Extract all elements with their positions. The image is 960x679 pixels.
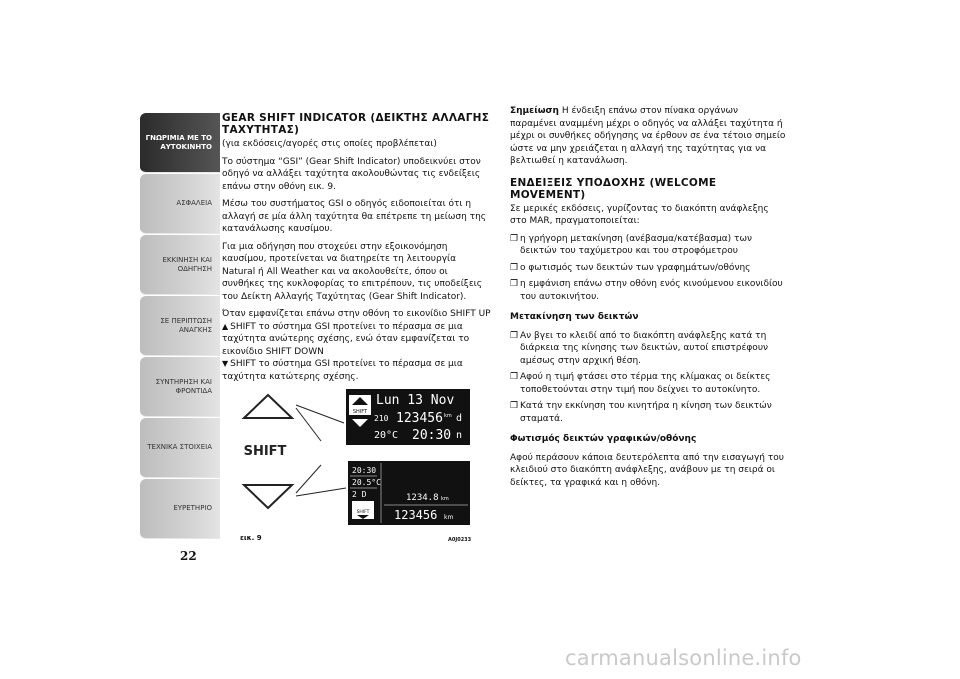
tab-label: ΑΣΦΑΛΕΙΑ: [176, 199, 212, 207]
list-item: [510, 330, 786, 368]
bullet-list: [510, 233, 786, 304]
text: SHIFT το σύστημα GSI προτείνει το πέρασμα σε μια ταχύτητα κατώτερης σχέσης.: [222, 359, 463, 382]
paragraph: Αφού περάσουν κάποια δευτερόλεπτα από την εισαγωγή του κλειδιού στο διακόπτη ανάφλεξης, ανάβουν με τη σειρά οι δείκτες, τα γραφικά και η οθόνη.: [510, 452, 784, 488]
display-odometer: 123456: [396, 411, 443, 426]
checkbox-bullet-icon: ❐: [510, 262, 519, 273]
display-temp-2: 20.5°C: [352, 478, 381, 487]
paragraph: [222, 308, 492, 383]
display-bottom: [348, 461, 470, 525]
display-trip: 1234.8: [406, 493, 439, 503]
list-item-text: η γρήγορη μετακίνηση (ανέβασμα/κατέβασμα) των δεικτών του ταχύμετρου και του στροφόμετρου: [520, 233, 753, 256]
list-item: [510, 278, 786, 303]
list-item: [510, 371, 786, 396]
text: SHIFT το σύστημα GSI προτείνει το πέρασμα σε μια ταχύτητα ανώτερης σχέσης, ενώ όταν εμφανίζεται το εικονίδιο SHIFT DOWN: [222, 321, 470, 357]
display-odo-unit-2: km: [444, 514, 454, 521]
page-number: 22: [180, 549, 197, 563]
small-shift-label-2: SHIFT: [356, 510, 370, 515]
bullet-list: [510, 330, 786, 426]
left-column: [222, 112, 492, 388]
paragraph: Για μια οδήγηση που στοχεύει στην εξοικονόμηση καυσίμου, προτείνεται να διατηρείτε τη λειτουργία Natural ή All Weather και να ακολουθείτε, όπου οι συνθήκες της κυκλοφορίας το επιτρέπουν, τις υποδείξεις του Δείκτη Αλλαγής Ταχύτητας (Gear Shift Indicator).: [222, 241, 483, 302]
display-date: Lun 13 Nov: [376, 393, 455, 408]
section-heading: GEAR SHIFT INDICATOR (ΔΕΙΚΤΗΣ ΑΛΛΑΓΗΣ ΤΑΧΥΤΗΤΑΣ): [222, 112, 490, 136]
list-item-text: Αν βγει το κλειδί από το διακόπτη ανάφλεξης κατά τη διάρκεια της κίνησης των δεικτών, αυτοί επιστρέφουν αμέσως στην αρχική θέση.: [520, 330, 769, 366]
list-item-text: Κατά την εκκίνηση του κινητήρα η κίνηση των δεικτών σταματά.: [520, 401, 772, 424]
paragraph: Μέσω του συστήματος GSI ο οδηγός ειδοποιείται ότι η αλλαγή σε μία άλλη ταχύτητα θα επέτρεπε τη μείωση της κατανάλωσης καυσίμου.: [222, 199, 487, 234]
shift-label: SHIFT: [243, 444, 287, 459]
display-time: 20:30: [412, 428, 452, 443]
small-shift-label: SHIFT: [352, 409, 368, 415]
paragraph: Το σύστημα “GSI” (Gear Shift Indicator) υποδεικνύει στον οδηγό να αλλάξει ταχύτητα ακολουθώντας τις ενδείξεις επάνω στην οθόνη εικ. 9.: [222, 156, 481, 192]
display-top: [346, 389, 470, 445]
subsection-heading: Φωτισμός δεικτών γραφικών/οθόνης: [510, 434, 697, 444]
list-item-text: ο φωτισμός των δεικτών των γραφημάτων/οθόνης: [520, 262, 751, 273]
tab-label: ΕΥΡΕΤΗΡΙΟ: [173, 504, 212, 512]
pointer-lines: [296, 405, 346, 496]
display-gear-d: d: [456, 413, 463, 424]
display-temp: 20°C: [374, 430, 399, 441]
tab-getting-to-know[interactable]: [140, 113, 220, 173]
display-odometer-2: 123456: [394, 508, 438, 522]
subsection-heading: Μετακίνηση των δεικτών: [510, 312, 639, 322]
section-heading: ΕΝΔΕΙΞΕΙΣ ΥΠΟΔΟΧΗΣ (WELCOME MOVEMENT): [510, 176, 717, 201]
tab-index[interactable]: [140, 479, 220, 539]
tab-label: ΓΝΩΡΙΜΙΑ ΜΕ ΤΟ ΑΥΤΟΚΙΝΗΤΟ: [145, 133, 212, 151]
chapter-sidebar: [140, 113, 220, 540]
display-time-2: 20:30: [352, 466, 377, 475]
figure-code: A0J0233: [448, 537, 472, 543]
list-item: [510, 233, 786, 258]
display-gear-n: n: [456, 430, 463, 441]
display-trip-unit: km: [441, 496, 449, 502]
tab-maintenance[interactable]: [140, 357, 220, 417]
right-column: [510, 105, 786, 494]
display-gear-2: 2 D: [352, 490, 367, 499]
tab-label: ΕΚΚΙΝΗΣΗ ΚΑΙ ΟΔΗΓΗΣΗ: [162, 255, 212, 273]
watermark: carmanualsonline.info: [565, 646, 802, 670]
checkbox-bullet-icon: ❐: [510, 279, 519, 289]
note: [510, 105, 786, 168]
tab-emergency[interactable]: [140, 296, 220, 356]
figure-caption: εικ. 9: [240, 534, 262, 542]
list-item: [510, 400, 786, 425]
tab-label: ΣΕ ΠΕΡΙΠΤΩΣΗ ΑΝΑΓΚΗΣ: [160, 316, 212, 334]
section-subheading: (για εκδόσεις/αγορές στις οποίες προβλέπεται): [222, 139, 437, 149]
paragraph: Σε μερικές εκδόσεις, γυρίζοντας το διακόπτη ανάφλεξης στο MAR, πραγματοποιείται:: [510, 203, 769, 226]
instrument-display-illustration: [236, 383, 476, 545]
tab-starting-driving[interactable]: [140, 235, 220, 295]
list-item-text: Αφού η τιμή φτάσει στο τέρμα της κλίμακας οι δείκτες τοποθετούνται στην τιμή που δείχνει το αυτοκίνητο.: [520, 372, 771, 395]
display-odo-unit: km: [444, 413, 452, 419]
checkbox-bullet-icon: ❐: [510, 233, 519, 244]
figure-9: [236, 383, 476, 545]
tab-technical-data[interactable]: [140, 418, 220, 478]
display-small: 210: [374, 414, 389, 423]
shift-indicator-large: [240, 395, 292, 508]
tab-label: ΣΥΝΤΗΡΗΣΗ ΚΑΙ ΦΡΟΝΤΙΔΑ: [155, 377, 212, 395]
list-item-text: η εμφάνιση επάνω στην οθόνη ενός κινούμενου εικονιδίου του αυτοκινήτου.: [520, 279, 783, 302]
tab-safety[interactable]: [140, 174, 220, 234]
tab-label: ΤΕΧΝΙΚΑ ΣΤΟΙΧΕΙΑ: [147, 443, 212, 451]
checkbox-bullet-icon: ❐: [510, 372, 519, 382]
note-label: Σημείωση: [510, 106, 559, 116]
list-item: [510, 262, 786, 275]
shift-up-icon: ▲: [222, 321, 229, 331]
checkbox-bullet-icon: ❐: [510, 401, 519, 411]
text: Όταν εμφανίζεται επάνω στην οθόνη το εικονίδιο SHIFT UP: [222, 309, 491, 319]
checkbox-bullet-icon: ❐: [510, 330, 519, 341]
note-text: Η ένδειξη επάνω στον πίνακα οργάνων παραμένει αναμμένη μέχρι ο οδηγός να αλλάξει ταχύτητα ή μέχρι οι συνθήκες οδήγησης να έρθουν σε ένα τέτοιο σημείο ώστε να μην χρειάζεται η αλλαγή της ταχύτητας για να βελτιωθεί η κατανάλωση.: [510, 106, 786, 166]
shift-down-icon: ▼: [222, 359, 229, 368]
